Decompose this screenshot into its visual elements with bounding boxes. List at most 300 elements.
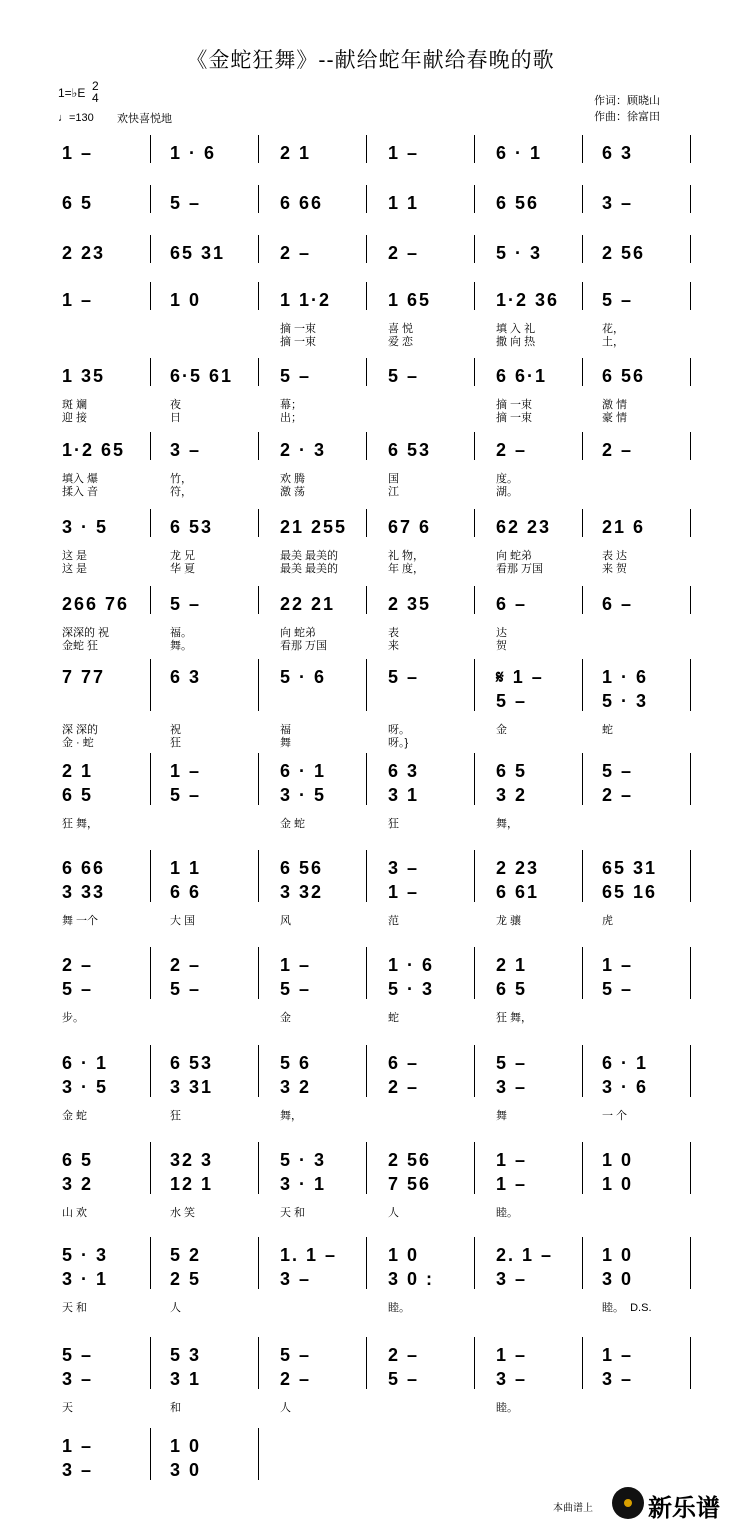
measure-notes: 1 0 (388, 1245, 420, 1265)
measure-notes: 1 – (62, 290, 94, 310)
barline (474, 358, 475, 386)
barline (150, 358, 151, 386)
lyric-line (0, 483, 640, 497)
measure-notes: 5 6 (280, 1053, 312, 1073)
notation-row (0, 858, 658, 882)
barline (258, 185, 259, 213)
measure-notes: 5 – (496, 1053, 528, 1073)
barline (690, 358, 691, 386)
measure-notes: 3 2 (496, 785, 528, 805)
measure-notes: 32 3 (170, 1150, 214, 1170)
lyric-text: 呀。} (388, 737, 409, 749)
lyric-text: 金 (496, 724, 507, 736)
barline (258, 1237, 259, 1289)
measure-notes: 67 6 (388, 517, 432, 537)
measure-notes: 2. 1 – (496, 1245, 554, 1265)
measure-notes: 3 – (280, 1269, 312, 1289)
barline (582, 1337, 583, 1389)
notation-row (0, 1460, 640, 1484)
notation-row (0, 691, 649, 715)
lyric-text: 狂 (170, 1110, 181, 1122)
notation-row (0, 1174, 640, 1198)
barline (366, 282, 367, 310)
barline (150, 947, 151, 999)
measure-notes: 3 · 5 (280, 785, 327, 805)
measure-notes: 6 56 (602, 366, 646, 386)
measure-notes: 1 – (388, 882, 420, 902)
barline (366, 235, 367, 263)
barline (150, 235, 151, 263)
barline (582, 509, 583, 537)
lyric-text: 国 (388, 473, 399, 485)
measure-notes: 2 – (388, 1345, 420, 1365)
barline (258, 235, 259, 263)
barline (150, 135, 151, 163)
measure-notes: 1 0 (170, 290, 202, 310)
lyric-text: 范 (388, 915, 399, 927)
credit-text: 本曲谱上 (553, 1503, 593, 1514)
measure-notes: 266 76 (62, 594, 130, 614)
lyric-text: 水 笑 (170, 1207, 196, 1219)
barline (366, 753, 367, 805)
barline (690, 850, 691, 902)
lyric-text: 度。 (496, 473, 518, 485)
measure-notes: 1 – (602, 955, 634, 975)
measure-notes: 1 · 6 (388, 955, 435, 975)
measure-notes: 2 23 (62, 243, 106, 263)
barline (366, 1045, 367, 1097)
lyric-line (0, 637, 640, 651)
lyric-text: 江 (388, 486, 399, 498)
barline (474, 753, 475, 805)
measure-notes: 1 1·2 (280, 290, 332, 310)
barline (366, 659, 367, 711)
lyric-text: 湖。 (496, 486, 518, 498)
barline (258, 659, 259, 711)
barline (474, 432, 475, 460)
lyric-text: 风 (280, 915, 291, 927)
measure-notes: 2 56 (602, 243, 646, 263)
barline (366, 1337, 367, 1389)
lyric-line (0, 624, 640, 638)
measure-notes: 6 5 (496, 761, 528, 781)
lyric-text: 一 个 (602, 1110, 628, 1122)
notation-row (0, 1077, 649, 1101)
measure-notes: 1 35 (62, 366, 106, 386)
barline (582, 432, 583, 460)
measure-notes: 2 – (280, 1369, 312, 1389)
measure-notes: 3 – (496, 1077, 528, 1097)
lyric-text: 看那 万国 (280, 640, 328, 652)
lyric-text: 天 和 (280, 1207, 306, 1219)
measure-notes: 6 6 (170, 882, 202, 902)
barline (582, 850, 583, 902)
measure-notes: 1 – (62, 143, 94, 163)
lyric-text: 竹， (170, 473, 192, 485)
barline (474, 235, 475, 263)
measure-notes: 6 53 (388, 440, 432, 460)
measure-notes: 3 – (170, 440, 202, 460)
measure-notes: 2 1 (280, 143, 312, 163)
lyric-text: 来 (388, 640, 399, 652)
measure-notes: 65 31 (170, 243, 226, 263)
measure-notes: 5 – (280, 1345, 312, 1365)
barline (582, 659, 583, 711)
measure-notes: 21 6 (602, 517, 646, 537)
composer: 作曲：徐富田 (594, 111, 660, 123)
lyric-text: 睦。 (496, 1207, 518, 1219)
barline (690, 135, 691, 163)
lyric-line (0, 396, 640, 410)
brand-name: 新乐谱 (648, 1495, 720, 1522)
barline (474, 1337, 475, 1389)
lyric-line (0, 815, 640, 829)
lyric-line (0, 333, 640, 347)
lyric-text: 幕； (280, 399, 302, 411)
measure-notes: 6 3 (170, 667, 202, 687)
measure-notes: 2 56 (388, 1150, 432, 1170)
measure-notes: 6 53 (170, 1053, 214, 1073)
notation-row (0, 979, 640, 1003)
barline (474, 947, 475, 999)
measure-notes: 3 2 (280, 1077, 312, 1097)
notation-row (0, 882, 658, 906)
barline (366, 1237, 367, 1289)
barline (150, 1428, 151, 1480)
barline (690, 1142, 691, 1194)
lyric-text: 这 是 (62, 563, 88, 575)
notation-row (0, 440, 640, 464)
measure-notes: 1 – (62, 1436, 94, 1456)
tempo-marking: ♩=130 (58, 112, 94, 124)
notation-row (0, 1345, 640, 1369)
measure-notes: 21 255 (280, 517, 348, 537)
barline (258, 586, 259, 614)
measure-notes: 6 53 (170, 517, 214, 537)
lyric-text: 夜 (170, 399, 181, 411)
measure-notes: 𝄋 1 – (496, 667, 544, 687)
measure-notes: 1 · 6 (602, 667, 649, 687)
measure-notes: 5 – (170, 193, 202, 213)
measure-notes: 6 – (602, 594, 634, 614)
brand-logo-icon (612, 1487, 644, 1519)
barline (258, 850, 259, 902)
measure-notes: 2 – (170, 955, 202, 975)
measure-notes: 6 61 (496, 882, 540, 902)
notation-row (0, 243, 646, 267)
measure-notes: 5 · 6 (280, 667, 327, 687)
measure-notes: 5 – (602, 290, 634, 310)
measure-notes: 3 – (62, 1460, 94, 1480)
barline (582, 1045, 583, 1097)
measure-notes: 6 5 (62, 193, 94, 213)
lyric-line (0, 409, 640, 423)
notation-row (0, 1269, 640, 1293)
barline (150, 1045, 151, 1097)
barline (150, 659, 151, 711)
lyric-text: 天 (62, 1402, 73, 1414)
measure-notes: 5 – (170, 785, 202, 805)
measure-notes: 5 – (62, 979, 94, 999)
lyric-text: 摘 一束 (280, 336, 317, 348)
lyric-text: 龙 骧 (496, 915, 522, 927)
lyric-text: 和 (170, 1402, 181, 1414)
barline (582, 947, 583, 999)
lyric-text: 深 深的 (62, 724, 99, 736)
barline (258, 1142, 259, 1194)
barline (690, 753, 691, 805)
measure-notes: 5 – (496, 691, 528, 711)
lyricist: 作词：顾晓山 (594, 95, 660, 107)
measure-notes: 3 – (602, 1369, 634, 1389)
measure-notes: 1 0 (602, 1174, 634, 1194)
lyric-text: 狂 (388, 818, 399, 830)
measure-notes: 3 · 5 (62, 1077, 109, 1097)
barline (474, 1045, 475, 1097)
barline (690, 185, 691, 213)
lyric-text: 爱 恋 (388, 336, 414, 348)
barline (474, 509, 475, 537)
barline (258, 358, 259, 386)
lyric-text: 天 和 (62, 1302, 88, 1314)
notation-row (0, 1369, 640, 1393)
lyric-text: 激 情 (602, 399, 628, 411)
measure-notes: 2 – (496, 440, 528, 460)
lyric-text: 最美 最美的 (280, 550, 339, 562)
measure-notes: 1 0 (602, 1245, 634, 1265)
notation-row (0, 143, 640, 167)
barline (258, 432, 259, 460)
lyric-text: 日 (170, 412, 181, 424)
barline (258, 947, 259, 999)
measure-notes: 5 – (280, 979, 312, 999)
notation-row (0, 1436, 640, 1460)
measure-notes: 6 6·1 (496, 366, 548, 386)
lyric-text: 激 荡 (280, 486, 306, 498)
measure-notes: 2 – (602, 440, 634, 460)
barline (474, 185, 475, 213)
lyric-text: 虎 (602, 915, 613, 927)
lyric-text: 喜 悦 (388, 323, 414, 335)
lyric-text: 土， (602, 336, 624, 348)
barline (150, 1142, 151, 1194)
barline (258, 753, 259, 805)
barline (690, 1045, 691, 1097)
lyric-text: 金 · 蛇 (62, 737, 94, 749)
measure-notes: 5 · 3 (602, 691, 649, 711)
lyric-text: 填 入 礼 (496, 323, 536, 335)
lyric-text: 贺 (496, 640, 507, 652)
lyric-text: 摘 一束 (280, 323, 317, 335)
lyric-text: 人 (280, 1402, 291, 1414)
measure-notes: 1 – (170, 761, 202, 781)
barline (150, 850, 151, 902)
measure-notes: 5 – (388, 1369, 420, 1389)
lyric-text: 这 是 (62, 550, 88, 562)
barline (474, 135, 475, 163)
lyric-text: 睦。 (388, 1302, 410, 1314)
lyric-text: 福。 (170, 627, 192, 639)
lyric-text: 出； (280, 412, 302, 424)
lyric-text: 来 贺 (602, 563, 628, 575)
measure-notes: 1 65 (388, 290, 432, 310)
lyric-text: 狂 (170, 737, 181, 749)
notation-row (0, 761, 640, 785)
barline (474, 1142, 475, 1194)
barline (474, 1237, 475, 1289)
lyric-text: 豪 情 (602, 412, 628, 424)
measure-notes: 3 0 : (388, 1269, 435, 1289)
barline (690, 586, 691, 614)
lyric-text: 撒 向 热 (496, 336, 536, 348)
measure-notes: 5 – (388, 667, 420, 687)
key-label: 1=♭E (58, 86, 86, 100)
measure-notes: 2 1 (496, 955, 528, 975)
measure-notes: 1. 1 – (280, 1245, 338, 1265)
measure-notes: 3 0 (602, 1269, 634, 1289)
lyric-text: 祝 (170, 724, 181, 736)
lyric-text: 金 (280, 1012, 291, 1024)
barline (258, 1045, 259, 1097)
lyric-line (0, 1204, 640, 1218)
barline (258, 282, 259, 310)
lyric-text: 睦。 D.S. (602, 1302, 652, 1314)
measure-notes: 6 56 (496, 193, 540, 213)
lyric-text: 表 达 (602, 550, 628, 562)
barline (366, 1142, 367, 1194)
lyric-text: 龙 兄 (170, 550, 196, 562)
song-title: 《金蛇狂舞》--献给蛇年献给春晚的歌 (186, 48, 555, 72)
barline (366, 509, 367, 537)
lyric-text: 人 (388, 1207, 399, 1219)
lyric-text: 填入 爆 (62, 473, 99, 485)
measure-notes: 3 – (62, 1369, 94, 1389)
lyric-text: 向 蛇弟 (280, 627, 317, 639)
lyric-text: 礼 物， (388, 550, 425, 562)
lyric-text: 呀。 (388, 724, 410, 736)
barline (150, 1337, 151, 1389)
measure-notes: 2 5 (170, 1269, 202, 1289)
barline (474, 282, 475, 310)
measure-notes: 6·5 61 (170, 366, 234, 386)
barline (690, 659, 691, 711)
measure-notes: 5 3 (170, 1345, 202, 1365)
barline (582, 185, 583, 213)
notation-row (0, 785, 640, 809)
lyric-text: 深深的 祝 (62, 627, 110, 639)
barline (150, 432, 151, 460)
notation-row (0, 1245, 640, 1269)
measure-notes: 1 0 (170, 1436, 202, 1456)
measure-notes: 6 66 (62, 858, 106, 878)
measure-notes: 6 66 (280, 193, 324, 213)
notation-row (0, 193, 640, 217)
barline (582, 753, 583, 805)
measure-notes: 3 1 (170, 1369, 202, 1389)
barline (690, 235, 691, 263)
measure-notes: 3 · 1 (62, 1269, 109, 1289)
measure-notes: 2 – (62, 955, 94, 975)
measure-notes: 62 23 (496, 517, 552, 537)
measure-notes: 5 · 3 (388, 979, 435, 999)
barline (582, 235, 583, 263)
barline (366, 432, 367, 460)
measure-notes: 5 – (62, 1345, 94, 1365)
lyric-text: 睦。 (496, 1402, 518, 1414)
barline (582, 586, 583, 614)
barline (582, 358, 583, 386)
measure-notes: 5 2 (170, 1245, 202, 1265)
lyric-text: 看那 万国 (496, 563, 544, 575)
lyric-text: 迎 接 (62, 412, 88, 424)
measure-notes: 6 · 1 (496, 143, 543, 163)
lyric-text: 人 (170, 1302, 181, 1314)
lyric-text: 摘 一束 (496, 399, 533, 411)
lyric-text: 舞 (280, 737, 291, 749)
measure-notes: 65 31 (602, 858, 658, 878)
measure-notes: 1 – (388, 143, 420, 163)
barline (366, 185, 367, 213)
lyric-text: 金 蛇 (280, 818, 306, 830)
notation-row (0, 517, 646, 541)
lyric-text: 狂 舞， (496, 1012, 533, 1024)
measure-notes: 2 · 3 (280, 440, 327, 460)
barline (258, 509, 259, 537)
measure-notes: 6 – (496, 594, 528, 614)
lyric-text: 山 欢 (62, 1207, 88, 1219)
measure-notes: 3 32 (280, 882, 324, 902)
measure-notes: 5 · 3 (62, 1245, 109, 1265)
barline (582, 135, 583, 163)
measure-notes: 6 3 (602, 143, 634, 163)
barline (258, 1428, 259, 1480)
notation-row (0, 955, 640, 979)
time-signature (92, 80, 99, 104)
lyric-line (0, 912, 640, 926)
barline (474, 659, 475, 711)
lyric-text: 摘 一束 (496, 412, 533, 424)
lyric-line (0, 560, 640, 574)
lyric-text: 蛇 (602, 724, 613, 736)
measure-notes: 3 – (388, 858, 420, 878)
lyric-line (0, 1299, 652, 1314)
measure-notes: 1 – (496, 1174, 528, 1194)
barline (366, 586, 367, 614)
barline (690, 1337, 691, 1389)
measure-notes: 5 – (602, 761, 634, 781)
measure-notes: 3 · 5 (62, 517, 109, 537)
notation-row (0, 594, 640, 618)
lyric-line (0, 1107, 640, 1121)
lyric-text: 符， (170, 486, 192, 498)
measure-notes: 1 1 (170, 858, 202, 878)
time-denominator: 4 (92, 91, 99, 105)
measure-notes: 3 · 1 (280, 1174, 327, 1194)
measure-notes: 2 1 (62, 761, 94, 781)
measure-notes: 1 0 (602, 1150, 634, 1170)
measure-notes: 6 · 1 (280, 761, 327, 781)
measure-notes: 5 · 3 (280, 1150, 327, 1170)
measure-notes: 3 31 (170, 1077, 214, 1097)
lyric-text: 舞， (280, 1110, 302, 1122)
lyric-text: 福 (280, 724, 291, 736)
measure-notes: 7 56 (388, 1174, 432, 1194)
lyric-line (0, 721, 640, 735)
barline (582, 282, 583, 310)
measure-notes: 3 – (602, 193, 634, 213)
measure-notes: 6 5 (62, 785, 94, 805)
measure-notes: 6 – (388, 1053, 420, 1073)
